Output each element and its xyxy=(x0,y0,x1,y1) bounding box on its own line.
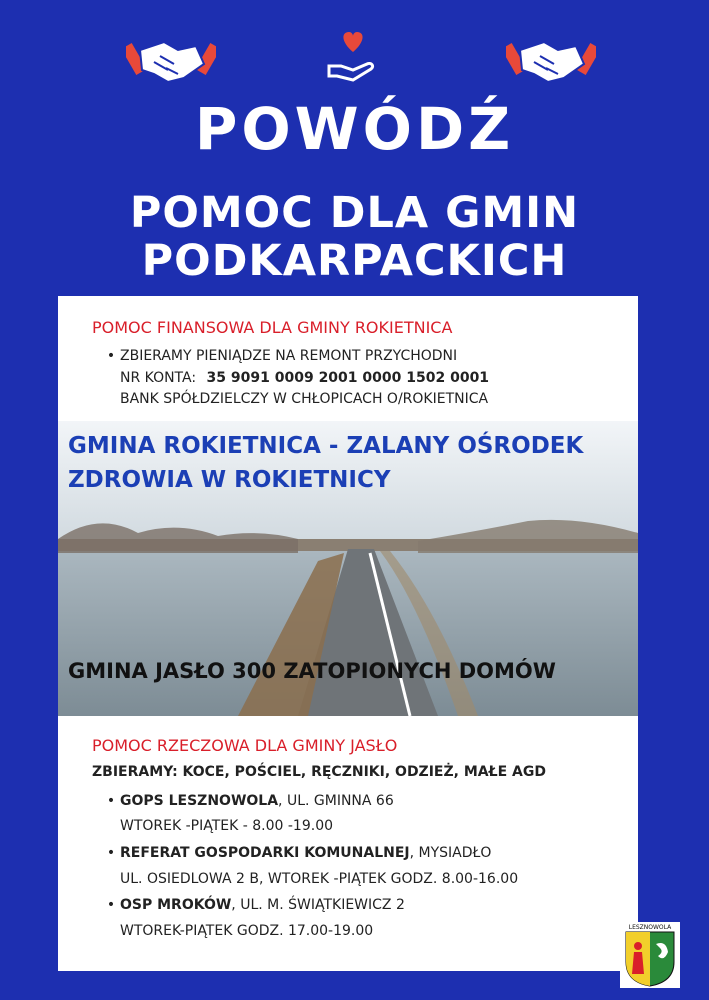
page-subtitle: PODKARPACKICH xyxy=(141,236,568,286)
financial-item-text: ZBIERAMY PIENIĄDZE NA REMONT PRZYCHODNI xyxy=(120,348,458,364)
photo-caption: GMINA JASŁO 300 ZATOPIONYCH DOMÓW xyxy=(68,659,556,683)
collection-point-hours: WTOREK -PIĄTEK - 8.00 -19.00 xyxy=(120,818,334,834)
collected-items: ZBIERAMY: KOCE, POŚCIEL, RĘCZNIKI, ODZIEŻ, MAŁE AGD xyxy=(92,764,546,780)
heart-hand-icon xyxy=(323,28,383,88)
account-line xyxy=(120,370,489,386)
flood-photo xyxy=(58,421,638,716)
collection-point-address: , UL. GMINNA 66 xyxy=(278,793,394,809)
photo-heading: GMINA ROKIETNICA - ZALANY OŚRODEK xyxy=(68,433,584,459)
collection-point-address: , MYSIADŁO xyxy=(409,845,492,861)
account-label: NR KONTA: xyxy=(120,370,197,386)
collection-point-name: GOPS LESZNOWOLA xyxy=(120,793,279,809)
handshake-icon xyxy=(506,30,596,90)
page-title: POWÓDŹ xyxy=(194,95,515,163)
collection-point: • REFERAT GOSPODARKI KOMUNALNEJ, MYSIADŁO xyxy=(106,845,492,861)
collection-point: • OSP MROKÓW, UL. M. ŚWIĄTKIEWICZ 2 xyxy=(106,897,405,913)
account-number: 35 9091 0009 2001 0000 1502 0001 xyxy=(206,370,490,386)
coat-of-arms-logo xyxy=(620,922,680,988)
material-help-heading: POMOC RZECZOWA DLA GMINY JASŁO xyxy=(92,736,398,755)
collection-point-name: OSP MROKÓW xyxy=(120,897,232,913)
financial-help-heading: POMOC FINANSOWA DLA GMINY ROKIETNICA xyxy=(92,318,453,337)
collection-point-hours: WTOREK-PIĄTEK GODZ. 17.00-19.00 xyxy=(120,923,374,939)
logo-text: LESZNOWOLA xyxy=(628,924,672,931)
page-subtitle: POMOC DLA GMIN xyxy=(129,188,580,238)
financial-item: • ZBIERAMY PIENIĄDZE NA REMONT PRZYCHODNI xyxy=(106,348,458,364)
handshake-icon xyxy=(126,30,216,90)
bank-name: BANK SPÓŁDZIELCZY W CHŁOPICACH O/ROKIETNICA xyxy=(120,391,489,407)
photo-heading: ZDROWIA W ROKIETNICY xyxy=(68,467,391,493)
collection-point-name: REFERAT GOSPODARKI KOMUNALNEJ xyxy=(120,845,410,861)
collection-point-hours: UL. OSIEDLOWA 2 B, WTOREK -PIĄTEK GODZ. 8.00-16.00 xyxy=(120,871,519,887)
collection-point-address: , UL. M. ŚWIĄTKIEWICZ 2 xyxy=(231,897,405,913)
collection-point: • GOPS LESZNOWOLA, UL. GMINNA 66 xyxy=(106,793,394,809)
material-help-panel xyxy=(58,716,638,971)
financial-help-panel xyxy=(58,296,638,421)
